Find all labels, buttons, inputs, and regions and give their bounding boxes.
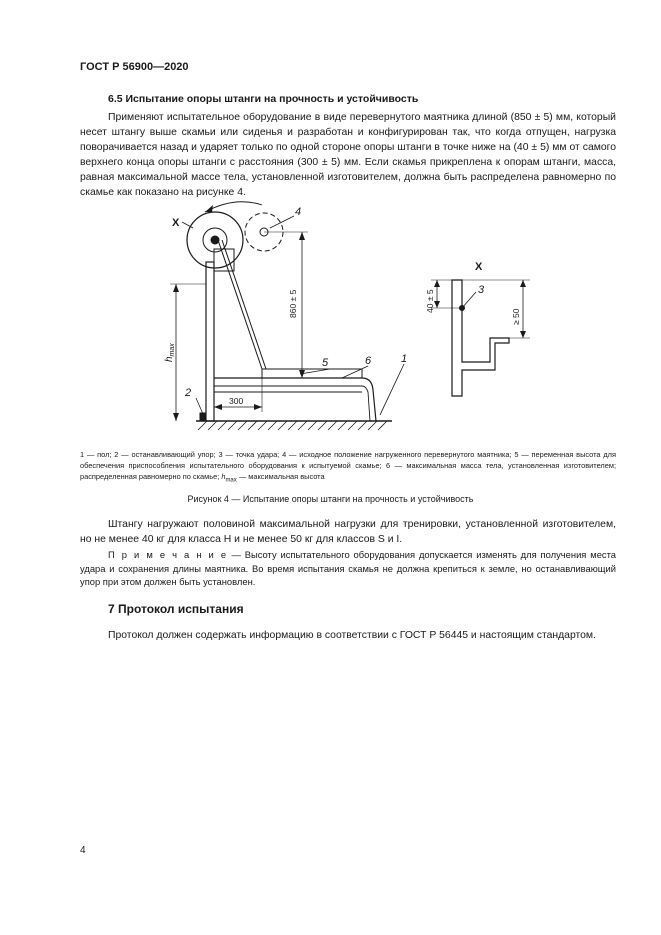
label-x-left: X bbox=[172, 217, 180, 229]
figure-4-drawing bbox=[0, 0, 661, 450]
label-x-right: X bbox=[475, 261, 483, 273]
floor-hatching bbox=[198, 421, 387, 430]
page-number: 4 bbox=[80, 845, 86, 856]
detail-view-x bbox=[431, 280, 530, 396]
label-5: 5 bbox=[322, 357, 329, 369]
section-6-5-paragraph: Применяют испытательное оборудование в виде перевернутого маятника длиной (850 ± 5) мм, который несет штангу выше скамьи или сиденья и разработан и конфигурирован так, что когда отпущен, нагрузка поворачивается назад и ударяет только по одной стороне опоры штанги в точке ниже на (40 ± 5) мм от самого верхнего конца опоры штанги с расстояния (300 ± 5) мм. Если скамья прикреплена к опорам штанги, масса, равная максимальной массе тела, установленной изготовителем, должна быть распределена равномерно по скамье как показано на рисунке 4. bbox=[80, 112, 616, 198]
label-1: 1 bbox=[401, 353, 408, 365]
pendulum-rod bbox=[218, 240, 262, 369]
figure-legend: 1 — пол; 2 — останавливающий упор; 3 — точка удара; 4 — исходное положение нагруженного перевернутого маятника; 5 — переменная высота для обеспечения приспособления испытательного оборудования к испытуемой скамье; 6 — максимальная масса тела, установленная изготовителем; распределенная равномерно по скамье; $h_{max}$ — максимальная высота bbox=[80, 450, 616, 484]
note-label: П р и м е ч а н и е bbox=[108, 549, 228, 560]
section-7-title: 7 Протокол испытания bbox=[108, 602, 244, 616]
hmax-label: $h_{max}$ bbox=[164, 343, 176, 362]
barbell-support-post bbox=[206, 262, 214, 421]
swing-arc bbox=[205, 202, 262, 212]
dim-40-label: 40 ± 5 bbox=[425, 289, 435, 313]
dim-300-label: 300 bbox=[229, 396, 244, 406]
label-4: 4 bbox=[295, 206, 302, 218]
body-mass bbox=[262, 369, 362, 378]
paragraph-load: Штангу нагружают половиной максимальной нагрузки для тренировки, установленной изготовителем, но не менее 40 кг для класса H и не менее 50 кг для классов S и I. bbox=[80, 519, 616, 545]
label-3: 3 bbox=[478, 284, 485, 296]
figure-caption: Рисунок 4 — Испытание опоры штанги на прочность и устойчивость bbox=[187, 494, 474, 504]
label-2: 2 bbox=[185, 387, 192, 399]
note-text: — Высоту испытательного оборудования допускается изменять для получения места удара и сохранения длины маятника. Во время испытания скамья не должна крепиться к земле, но останавливающий упор при этом должен быть установлен. bbox=[80, 549, 616, 587]
note-block bbox=[80, 548, 616, 589]
dim-50-label: ≥ 50 bbox=[511, 308, 521, 325]
stop-block bbox=[200, 413, 206, 421]
section-6-5-title: 6.5 Испытание опоры штанги на прочность и устойчивость bbox=[108, 93, 419, 105]
dim-860-label: 860 ± 5 bbox=[288, 289, 298, 318]
label-6: 6 bbox=[365, 355, 372, 367]
section-7-paragraph: Протокол должен содержать информацию в соответствии с ГОСТ Р 56445 и настоящим стандартом. bbox=[108, 630, 596, 641]
document-header: ГОСТ Р 56900—2020 bbox=[80, 61, 189, 73]
